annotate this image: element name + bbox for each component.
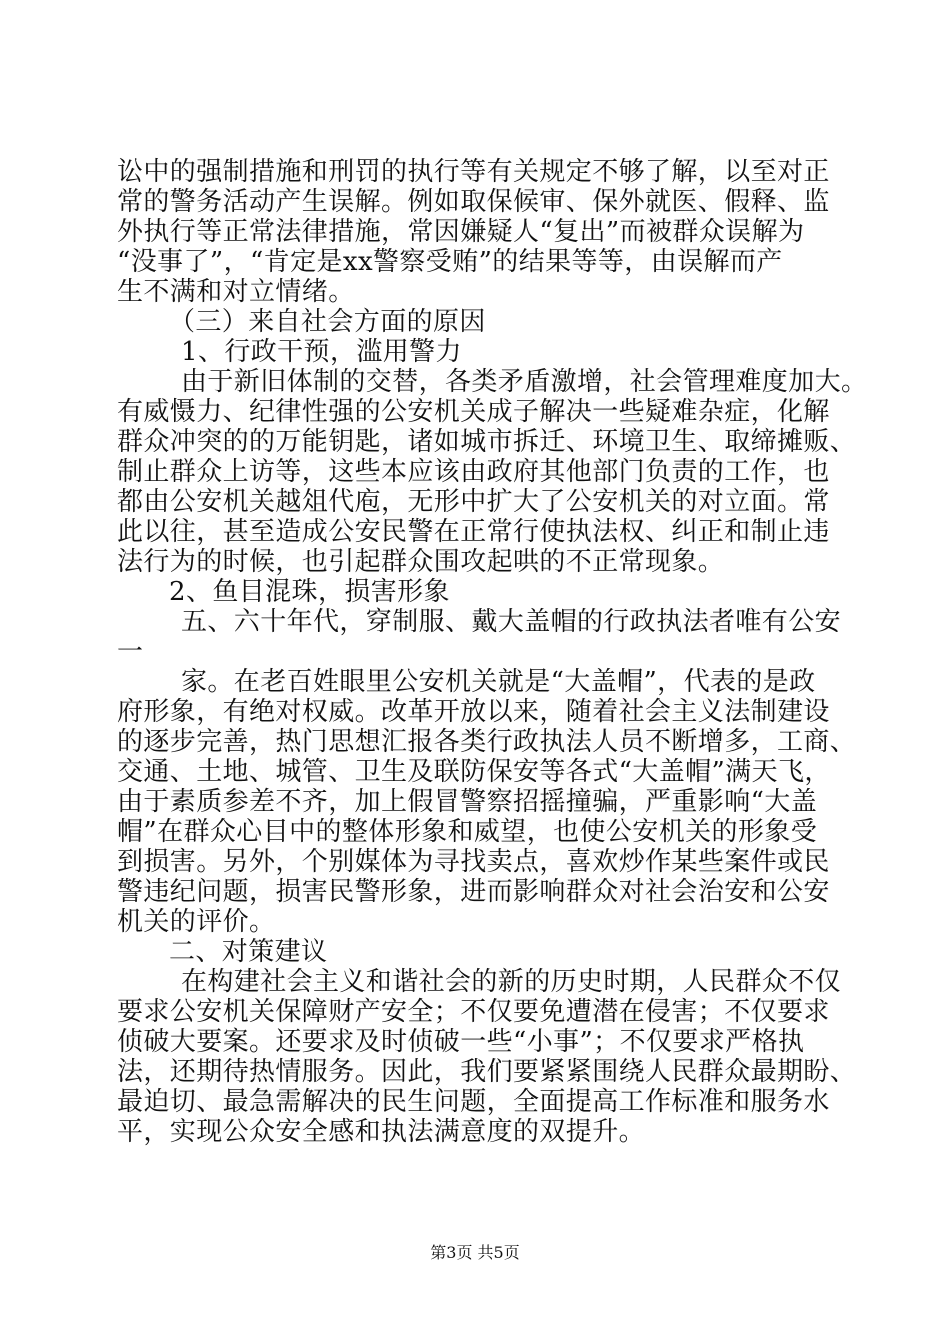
text-line: 都由公安机关越俎代庖，无形中扩大了公安机关的对立面。常 [117, 487, 830, 517]
text-line: 五、六十年代，穿制服、戴大盖帽的行政执法者唯有公安 [181, 607, 842, 637]
text-line: 讼中的强制措施和刑罚的执行等有关规定不够了解，以至对正 [117, 157, 830, 187]
text-line: 在构建社会主义和谐社会的新的历史时期，人民群众不仅 [181, 967, 842, 997]
text-line: （三）来自社会方面的原因 [169, 307, 486, 337]
text-line: 帽”在群众心目中的整体形象和威望，也使公安机关的形象受 [117, 817, 818, 847]
text-line: 二、对策建议 [169, 937, 328, 967]
text-line: 府形象，有绝对权威。改革开放以来，随着社会主义法制建设 [117, 697, 830, 727]
text-line: “没事了”，“肯定是xx警察受贿”的结果等等，由误解而产 [117, 247, 783, 277]
text-line: 法，还期待热情服务。因此，我们要紧紧围绕人民群众最期盼、 [117, 1057, 857, 1087]
text-line: 平，实现公众安全感和执法满意度的双提升。 [117, 1117, 646, 1147]
text-line: 常的警务活动产生误解。例如取保候审、保外就医、假释、监 [117, 187, 830, 217]
text-line: 家。在老百姓眼里公安机关就是“大盖帽”，代表的是政 [181, 667, 816, 697]
text-line: 生不满和对立情绪。 [117, 277, 355, 307]
text-line: 警违纪问题，损害民警形象，进而影响群众对社会治安和公安 [117, 877, 830, 907]
text-line: 要求公安机关保障财产安全；不仅要免遭潜在侵害；不仅要求 [117, 997, 830, 1027]
text-line: 1、行政干预，滥用警力 [181, 337, 462, 367]
text-line: 由于新旧体制的交替，各类矛盾激增，社会管理难度加大。 [181, 367, 868, 397]
page-footer: 第3页 共5页 [430, 1243, 520, 1262]
text-line: 到损害。另外，个别媒体为寻找卖点，喜欢炒作某些案件或民 [117, 847, 830, 877]
text-line: 制止群众上访等，这些本应该由政府其他部门负责的工作，也 [117, 457, 830, 487]
text-line: 群众冲突的的万能钥匙，诸如城市拆迁、环境卫生、取缔摊贩、 [117, 427, 857, 457]
text-line: 此以往，甚至造成公安民警在正常行使执法权、纠正和制止违 [117, 517, 830, 547]
text-line: 机关的评价。 [117, 907, 276, 937]
text-line: 由于素质参差不齐，加上假冒警察招摇撞骗，严重影响“大盖 [117, 787, 818, 817]
text-line: 有威慑力、纪律性强的公安机关成子解决一些疑难杂症，化解 [117, 397, 830, 427]
text-line: 法行为的时候，也引起群众围攻起哄的不正常现象。 [117, 547, 725, 577]
text-line: 最迫切、最急需解决的民生问题，全面提高工作标准和服务水 [117, 1087, 830, 1117]
text-line: 交通、土地、城管、卫生及联防保安等各式“大盖帽”满天飞， [117, 757, 831, 787]
text-line: 一 [117, 637, 144, 667]
document-body [117, 157, 868, 1147]
text-line: 外执行等正常法律措施，常因嫌疑人“复出”而被群众误解为 [117, 217, 805, 247]
text-line: 2、鱼目混珠，损害形象 [169, 577, 450, 607]
text-line: 侦破大要案。还要求及时侦破一些“小事”；不仅要求严格执 [117, 1027, 805, 1057]
text-line: 的逐步完善，热门思想汇报各类行政执法人员不断增多，工商、 [117, 727, 857, 757]
